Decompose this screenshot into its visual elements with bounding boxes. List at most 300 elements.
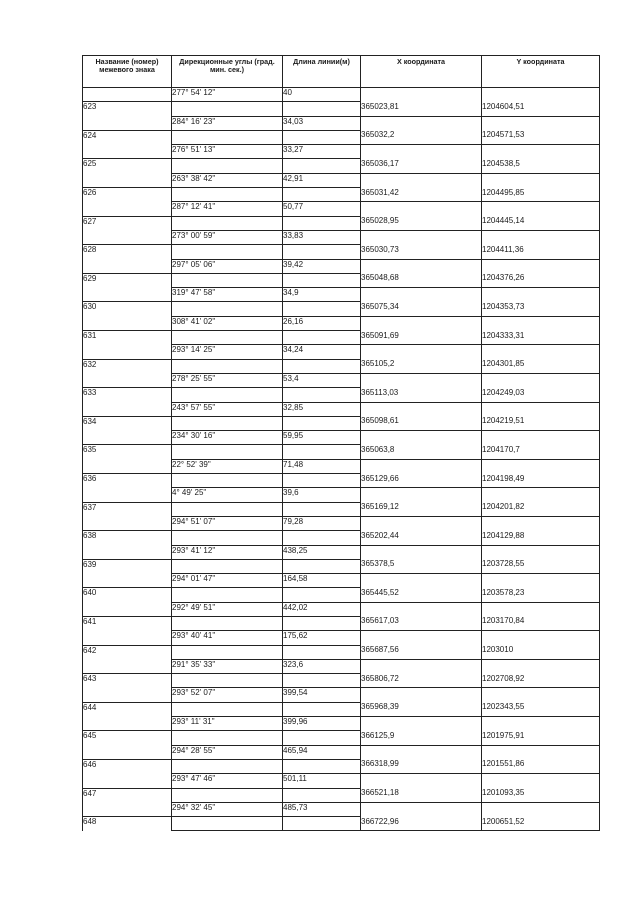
cell-name xyxy=(83,316,172,330)
cell-length: 50,77 xyxy=(283,202,361,216)
header-name: Название (номер) межевого знака xyxy=(83,56,172,88)
cell-name xyxy=(83,459,172,473)
coordinates-table xyxy=(82,55,600,831)
cell-y: 1200651,52 xyxy=(482,817,600,831)
cell-name: 635 xyxy=(83,445,172,459)
cell-length xyxy=(283,759,361,773)
cell-y: 1204495,85 xyxy=(482,188,600,202)
segment-row xyxy=(83,259,600,273)
segment-row xyxy=(83,774,600,788)
cell-name xyxy=(83,259,172,273)
segment-row xyxy=(83,631,600,645)
cell-name xyxy=(83,516,172,530)
cell-length: 438,25 xyxy=(283,545,361,559)
cell-length xyxy=(283,102,361,116)
point-row xyxy=(83,130,600,144)
cell-name xyxy=(83,373,172,387)
cell-x xyxy=(361,745,482,759)
cell-name xyxy=(83,774,172,788)
cell-y: 1204604,51 xyxy=(482,102,600,116)
cell-x: 366318,99 xyxy=(361,759,482,773)
cell-length xyxy=(283,416,361,430)
cell-name: 624 xyxy=(83,130,172,144)
header-x: X координата xyxy=(361,56,482,88)
point-row xyxy=(83,788,600,802)
cell-x: 365169,12 xyxy=(361,502,482,516)
segment-row xyxy=(83,602,600,616)
cell-name: 640 xyxy=(83,588,172,602)
segment-row xyxy=(83,345,600,359)
header-y: Y координата xyxy=(482,56,600,88)
cell-name: 639 xyxy=(83,559,172,573)
cell-angle: 294° 51' 07" xyxy=(172,516,283,530)
cell-y: 1204129,88 xyxy=(482,531,600,545)
cell-angle xyxy=(172,188,283,202)
point-row xyxy=(83,474,600,488)
cell-name: 642 xyxy=(83,645,172,659)
cell-x xyxy=(361,431,482,445)
segment-row xyxy=(83,116,600,130)
cell-length: 33,83 xyxy=(283,230,361,244)
cell-angle: 284° 16' 23" xyxy=(172,116,283,130)
cell-angle: 276° 51' 13" xyxy=(172,145,283,159)
segment-row xyxy=(83,688,600,702)
cell-y xyxy=(482,259,600,273)
point-row xyxy=(83,731,600,745)
header-angle: Дирекционные углы (град. мин. сек.) xyxy=(172,56,283,88)
cell-angle xyxy=(172,817,283,831)
cell-angle: 293° 52' 07" xyxy=(172,688,283,702)
segment-row xyxy=(83,488,600,502)
point-row xyxy=(83,331,600,345)
cell-x: 365023,81 xyxy=(361,102,482,116)
cell-length: 40 xyxy=(283,88,361,102)
point-row xyxy=(83,359,600,373)
cell-y xyxy=(482,345,600,359)
segment-row xyxy=(83,373,600,387)
cell-angle: 4° 49' 25" xyxy=(172,488,283,502)
cell-y: 1204376,26 xyxy=(482,273,600,287)
cell-angle: 319° 47' 58" xyxy=(172,288,283,302)
cell-angle xyxy=(172,645,283,659)
cell-angle xyxy=(172,674,283,688)
cell-name xyxy=(83,631,172,645)
cell-y: 1204219,51 xyxy=(482,416,600,430)
cell-name: 648 xyxy=(83,817,172,831)
cell-y xyxy=(482,402,600,416)
cell-x xyxy=(361,173,482,187)
cell-y xyxy=(482,88,600,102)
cell-angle: 294° 28' 55" xyxy=(172,745,283,759)
cell-y xyxy=(482,574,600,588)
cell-x: 365105,2 xyxy=(361,359,482,373)
cell-x xyxy=(361,230,482,244)
cell-angle xyxy=(172,445,283,459)
cell-y xyxy=(482,431,600,445)
cell-angle xyxy=(172,788,283,802)
cell-angle: 263° 38' 42" xyxy=(172,173,283,187)
cell-length: 442,02 xyxy=(283,602,361,616)
point-row xyxy=(83,416,600,430)
cell-name: 628 xyxy=(83,245,172,259)
cell-name: 647 xyxy=(83,788,172,802)
cell-length xyxy=(283,559,361,573)
cell-length xyxy=(283,531,361,545)
cell-x xyxy=(361,516,482,530)
cell-x xyxy=(361,774,482,788)
cell-x xyxy=(361,316,482,330)
point-row xyxy=(83,588,600,602)
cell-length xyxy=(283,159,361,173)
cell-length xyxy=(283,731,361,745)
cell-x: 365202,44 xyxy=(361,531,482,545)
cell-y xyxy=(482,373,600,387)
cell-name xyxy=(83,202,172,216)
cell-name xyxy=(83,431,172,445)
cell-length xyxy=(283,474,361,488)
point-row xyxy=(83,702,600,716)
cell-angle: 293° 14' 25" xyxy=(172,345,283,359)
cell-x xyxy=(361,259,482,273)
cell-length xyxy=(283,817,361,831)
header-length: Длина линии(м) xyxy=(283,56,361,88)
cell-angle: 22° 52' 39" xyxy=(172,459,283,473)
cell-y xyxy=(482,717,600,731)
cell-x xyxy=(361,545,482,559)
cell-y: 1204445,14 xyxy=(482,216,600,230)
cell-length xyxy=(283,216,361,230)
cell-length: 399,54 xyxy=(283,688,361,702)
cell-y xyxy=(482,631,600,645)
cell-name xyxy=(83,230,172,244)
cell-name xyxy=(83,173,172,187)
cell-length: 34,03 xyxy=(283,116,361,130)
cell-x xyxy=(361,574,482,588)
cell-x xyxy=(361,202,482,216)
cell-length: 501,11 xyxy=(283,774,361,788)
cell-x: 365048,68 xyxy=(361,273,482,287)
cell-name: 638 xyxy=(83,531,172,545)
cell-angle xyxy=(172,159,283,173)
cell-length xyxy=(283,331,361,345)
cell-x: 365063,8 xyxy=(361,445,482,459)
cell-x xyxy=(361,602,482,616)
cell-angle xyxy=(172,416,283,430)
cell-angle: 293° 40' 41" xyxy=(172,631,283,645)
cell-y xyxy=(482,545,600,559)
segment-row xyxy=(83,802,600,816)
cell-x: 365113,03 xyxy=(361,388,482,402)
cell-angle: 287° 12' 41" xyxy=(172,202,283,216)
cell-name xyxy=(83,488,172,502)
cell-length: 465,94 xyxy=(283,745,361,759)
cell-angle xyxy=(172,616,283,630)
cell-name: 634 xyxy=(83,416,172,430)
cell-length xyxy=(283,788,361,802)
segment-row xyxy=(83,202,600,216)
cell-x: 365687,56 xyxy=(361,645,482,659)
cell-angle xyxy=(172,216,283,230)
cell-length: 42,91 xyxy=(283,173,361,187)
cell-name: 629 xyxy=(83,273,172,287)
cell-x: 366722,96 xyxy=(361,817,482,831)
cell-angle: 294° 32' 45" xyxy=(172,802,283,816)
cell-length xyxy=(283,616,361,630)
cell-length xyxy=(283,130,361,144)
cell-length: 79,28 xyxy=(283,516,361,530)
cell-name xyxy=(83,288,172,302)
cell-length: 53,4 xyxy=(283,373,361,387)
cell-x: 365032,2 xyxy=(361,130,482,144)
cell-angle: 243° 57' 55" xyxy=(172,402,283,416)
cell-angle xyxy=(172,331,283,345)
cell-y xyxy=(482,745,600,759)
cell-y: 1202343,55 xyxy=(482,702,600,716)
cell-angle: 297° 05' 06" xyxy=(172,259,283,273)
segment-row xyxy=(83,288,600,302)
cell-name xyxy=(83,545,172,559)
cell-name: 641 xyxy=(83,616,172,630)
cell-name xyxy=(83,116,172,130)
cell-angle: 291° 35' 33" xyxy=(172,659,283,673)
point-row xyxy=(83,531,600,545)
cell-x xyxy=(361,717,482,731)
cell-name: 637 xyxy=(83,502,172,516)
cell-angle: 292° 49' 51" xyxy=(172,602,283,616)
cell-length xyxy=(283,359,361,373)
cell-name xyxy=(83,145,172,159)
cell-x xyxy=(361,488,482,502)
cell-x xyxy=(361,402,482,416)
cell-y: 1204411,36 xyxy=(482,245,600,259)
cell-length xyxy=(283,245,361,259)
cell-length xyxy=(283,588,361,602)
cell-name xyxy=(83,574,172,588)
cell-angle xyxy=(172,302,283,316)
cell-length xyxy=(283,188,361,202)
cell-angle: 277° 54' 12" xyxy=(172,88,283,102)
point-row xyxy=(83,559,600,573)
segment-row xyxy=(83,717,600,731)
point-row xyxy=(83,445,600,459)
cell-angle: 273° 00' 59" xyxy=(172,230,283,244)
cell-length: 175,62 xyxy=(283,631,361,645)
point-row xyxy=(83,502,600,516)
cell-name: 630 xyxy=(83,302,172,316)
cell-y xyxy=(482,802,600,816)
cell-angle xyxy=(172,359,283,373)
segment-row xyxy=(83,431,600,445)
cell-x: 365028,95 xyxy=(361,216,482,230)
cell-x: 365617,03 xyxy=(361,616,482,630)
cell-angle: 293° 11' 31" xyxy=(172,717,283,731)
cell-y: 1204301,85 xyxy=(482,359,600,373)
cell-name: 631 xyxy=(83,331,172,345)
segment-row xyxy=(83,402,600,416)
cell-name: 645 xyxy=(83,731,172,745)
cell-y: 1201975,91 xyxy=(482,731,600,745)
cell-y: 1204571,53 xyxy=(482,130,600,144)
cell-x: 365091,69 xyxy=(361,331,482,345)
cell-name xyxy=(83,745,172,759)
point-row xyxy=(83,245,600,259)
cell-x xyxy=(361,659,482,673)
cell-y: 1204201,82 xyxy=(482,502,600,516)
cell-y xyxy=(482,516,600,530)
cell-angle xyxy=(172,531,283,545)
point-row xyxy=(83,216,600,230)
cell-x: 365036,17 xyxy=(361,159,482,173)
cell-angle xyxy=(172,474,283,488)
cell-angle xyxy=(172,502,283,516)
cell-y xyxy=(482,202,600,216)
cell-angle: 278° 25' 55" xyxy=(172,373,283,387)
cell-y xyxy=(482,145,600,159)
cell-x xyxy=(361,145,482,159)
cell-y: 1204249,03 xyxy=(482,388,600,402)
cell-angle xyxy=(172,559,283,573)
cell-x: 365098,61 xyxy=(361,416,482,430)
cell-length xyxy=(283,702,361,716)
point-row xyxy=(83,302,600,316)
cell-y: 1201551,86 xyxy=(482,759,600,773)
cell-name: 636 xyxy=(83,474,172,488)
cell-length: 485,73 xyxy=(283,802,361,816)
cell-x: 365806,72 xyxy=(361,674,482,688)
cell-x: 366125,9 xyxy=(361,731,482,745)
cell-x: 365378,5 xyxy=(361,559,482,573)
cell-angle: 308° 41' 02" xyxy=(172,316,283,330)
cell-name: 626 xyxy=(83,188,172,202)
cell-angle xyxy=(172,702,283,716)
segment-row xyxy=(83,173,600,187)
cell-y xyxy=(482,602,600,616)
point-row xyxy=(83,674,600,688)
cell-angle xyxy=(172,245,283,259)
cell-x: 365129,66 xyxy=(361,474,482,488)
cell-x xyxy=(361,688,482,702)
cell-angle xyxy=(172,273,283,287)
cell-name: 623 xyxy=(83,102,172,116)
segment-row xyxy=(83,659,600,673)
cell-length: 71,48 xyxy=(283,459,361,473)
segment-row xyxy=(83,574,600,588)
cell-length: 39,42 xyxy=(283,259,361,273)
point-row xyxy=(83,817,600,831)
point-row xyxy=(83,759,600,773)
point-row xyxy=(83,102,600,116)
cell-length: 34,24 xyxy=(283,345,361,359)
cell-length xyxy=(283,502,361,516)
cell-y: 1203010 xyxy=(482,645,600,659)
cell-length xyxy=(283,273,361,287)
cell-x xyxy=(361,802,482,816)
cell-y: 1203170,84 xyxy=(482,616,600,630)
cell-y: 1203578,23 xyxy=(482,588,600,602)
cell-name xyxy=(83,88,172,102)
cell-length: 32,85 xyxy=(283,402,361,416)
cell-angle: 294° 01' 47" xyxy=(172,574,283,588)
cell-angle xyxy=(172,130,283,144)
cell-y xyxy=(482,659,600,673)
segment-row xyxy=(83,145,600,159)
cell-length: 399,96 xyxy=(283,717,361,731)
cell-x xyxy=(361,373,482,387)
cell-y: 1204170,7 xyxy=(482,445,600,459)
cell-name: 646 xyxy=(83,759,172,773)
cell-name: 643 xyxy=(83,674,172,688)
cell-y xyxy=(482,774,600,788)
cell-angle: 293° 47' 46" xyxy=(172,774,283,788)
cell-angle xyxy=(172,388,283,402)
cell-y: 1203728,55 xyxy=(482,559,600,573)
cell-length: 34,9 xyxy=(283,288,361,302)
cell-y: 1202708,92 xyxy=(482,674,600,688)
cell-y xyxy=(482,316,600,330)
segment-row xyxy=(83,230,600,244)
cell-name xyxy=(83,402,172,416)
cell-name: 633 xyxy=(83,388,172,402)
cell-y: 1204333,31 xyxy=(482,331,600,345)
cell-name xyxy=(83,659,172,673)
cell-name xyxy=(83,602,172,616)
cell-length: 164,58 xyxy=(283,574,361,588)
table-header-row xyxy=(83,56,600,88)
cell-x: 365968,39 xyxy=(361,702,482,716)
cell-length: 26,16 xyxy=(283,316,361,330)
point-row xyxy=(83,159,600,173)
cell-name: 644 xyxy=(83,702,172,716)
cell-y: 1201093,35 xyxy=(482,788,600,802)
cell-angle xyxy=(172,102,283,116)
cell-x xyxy=(361,88,482,102)
cell-x: 365445,52 xyxy=(361,588,482,602)
segment-row xyxy=(83,459,600,473)
cell-name: 632 xyxy=(83,359,172,373)
cell-x: 365075,34 xyxy=(361,302,482,316)
cell-y: 1204198,49 xyxy=(482,474,600,488)
cell-angle xyxy=(172,759,283,773)
segment-row xyxy=(83,745,600,759)
cell-name: 627 xyxy=(83,216,172,230)
segment-row xyxy=(83,88,600,102)
cell-length: 33,27 xyxy=(283,145,361,159)
cell-angle xyxy=(172,731,283,745)
cell-y xyxy=(482,459,600,473)
cell-x: 365030,73 xyxy=(361,245,482,259)
cell-name xyxy=(83,802,172,816)
cell-length xyxy=(283,645,361,659)
cell-x xyxy=(361,459,482,473)
cell-name: 625 xyxy=(83,159,172,173)
cell-length xyxy=(283,302,361,316)
point-row xyxy=(83,645,600,659)
cell-angle xyxy=(172,588,283,602)
cell-y: 1204538,5 xyxy=(482,159,600,173)
cell-y xyxy=(482,688,600,702)
point-row xyxy=(83,388,600,402)
cell-y xyxy=(482,288,600,302)
cell-x xyxy=(361,345,482,359)
cell-angle: 293° 41' 12" xyxy=(172,545,283,559)
cell-name xyxy=(83,717,172,731)
cell-name xyxy=(83,345,172,359)
segment-row xyxy=(83,545,600,559)
cell-length: 59,95 xyxy=(283,431,361,445)
cell-x xyxy=(361,116,482,130)
cell-x xyxy=(361,288,482,302)
cell-length: 39,6 xyxy=(283,488,361,502)
